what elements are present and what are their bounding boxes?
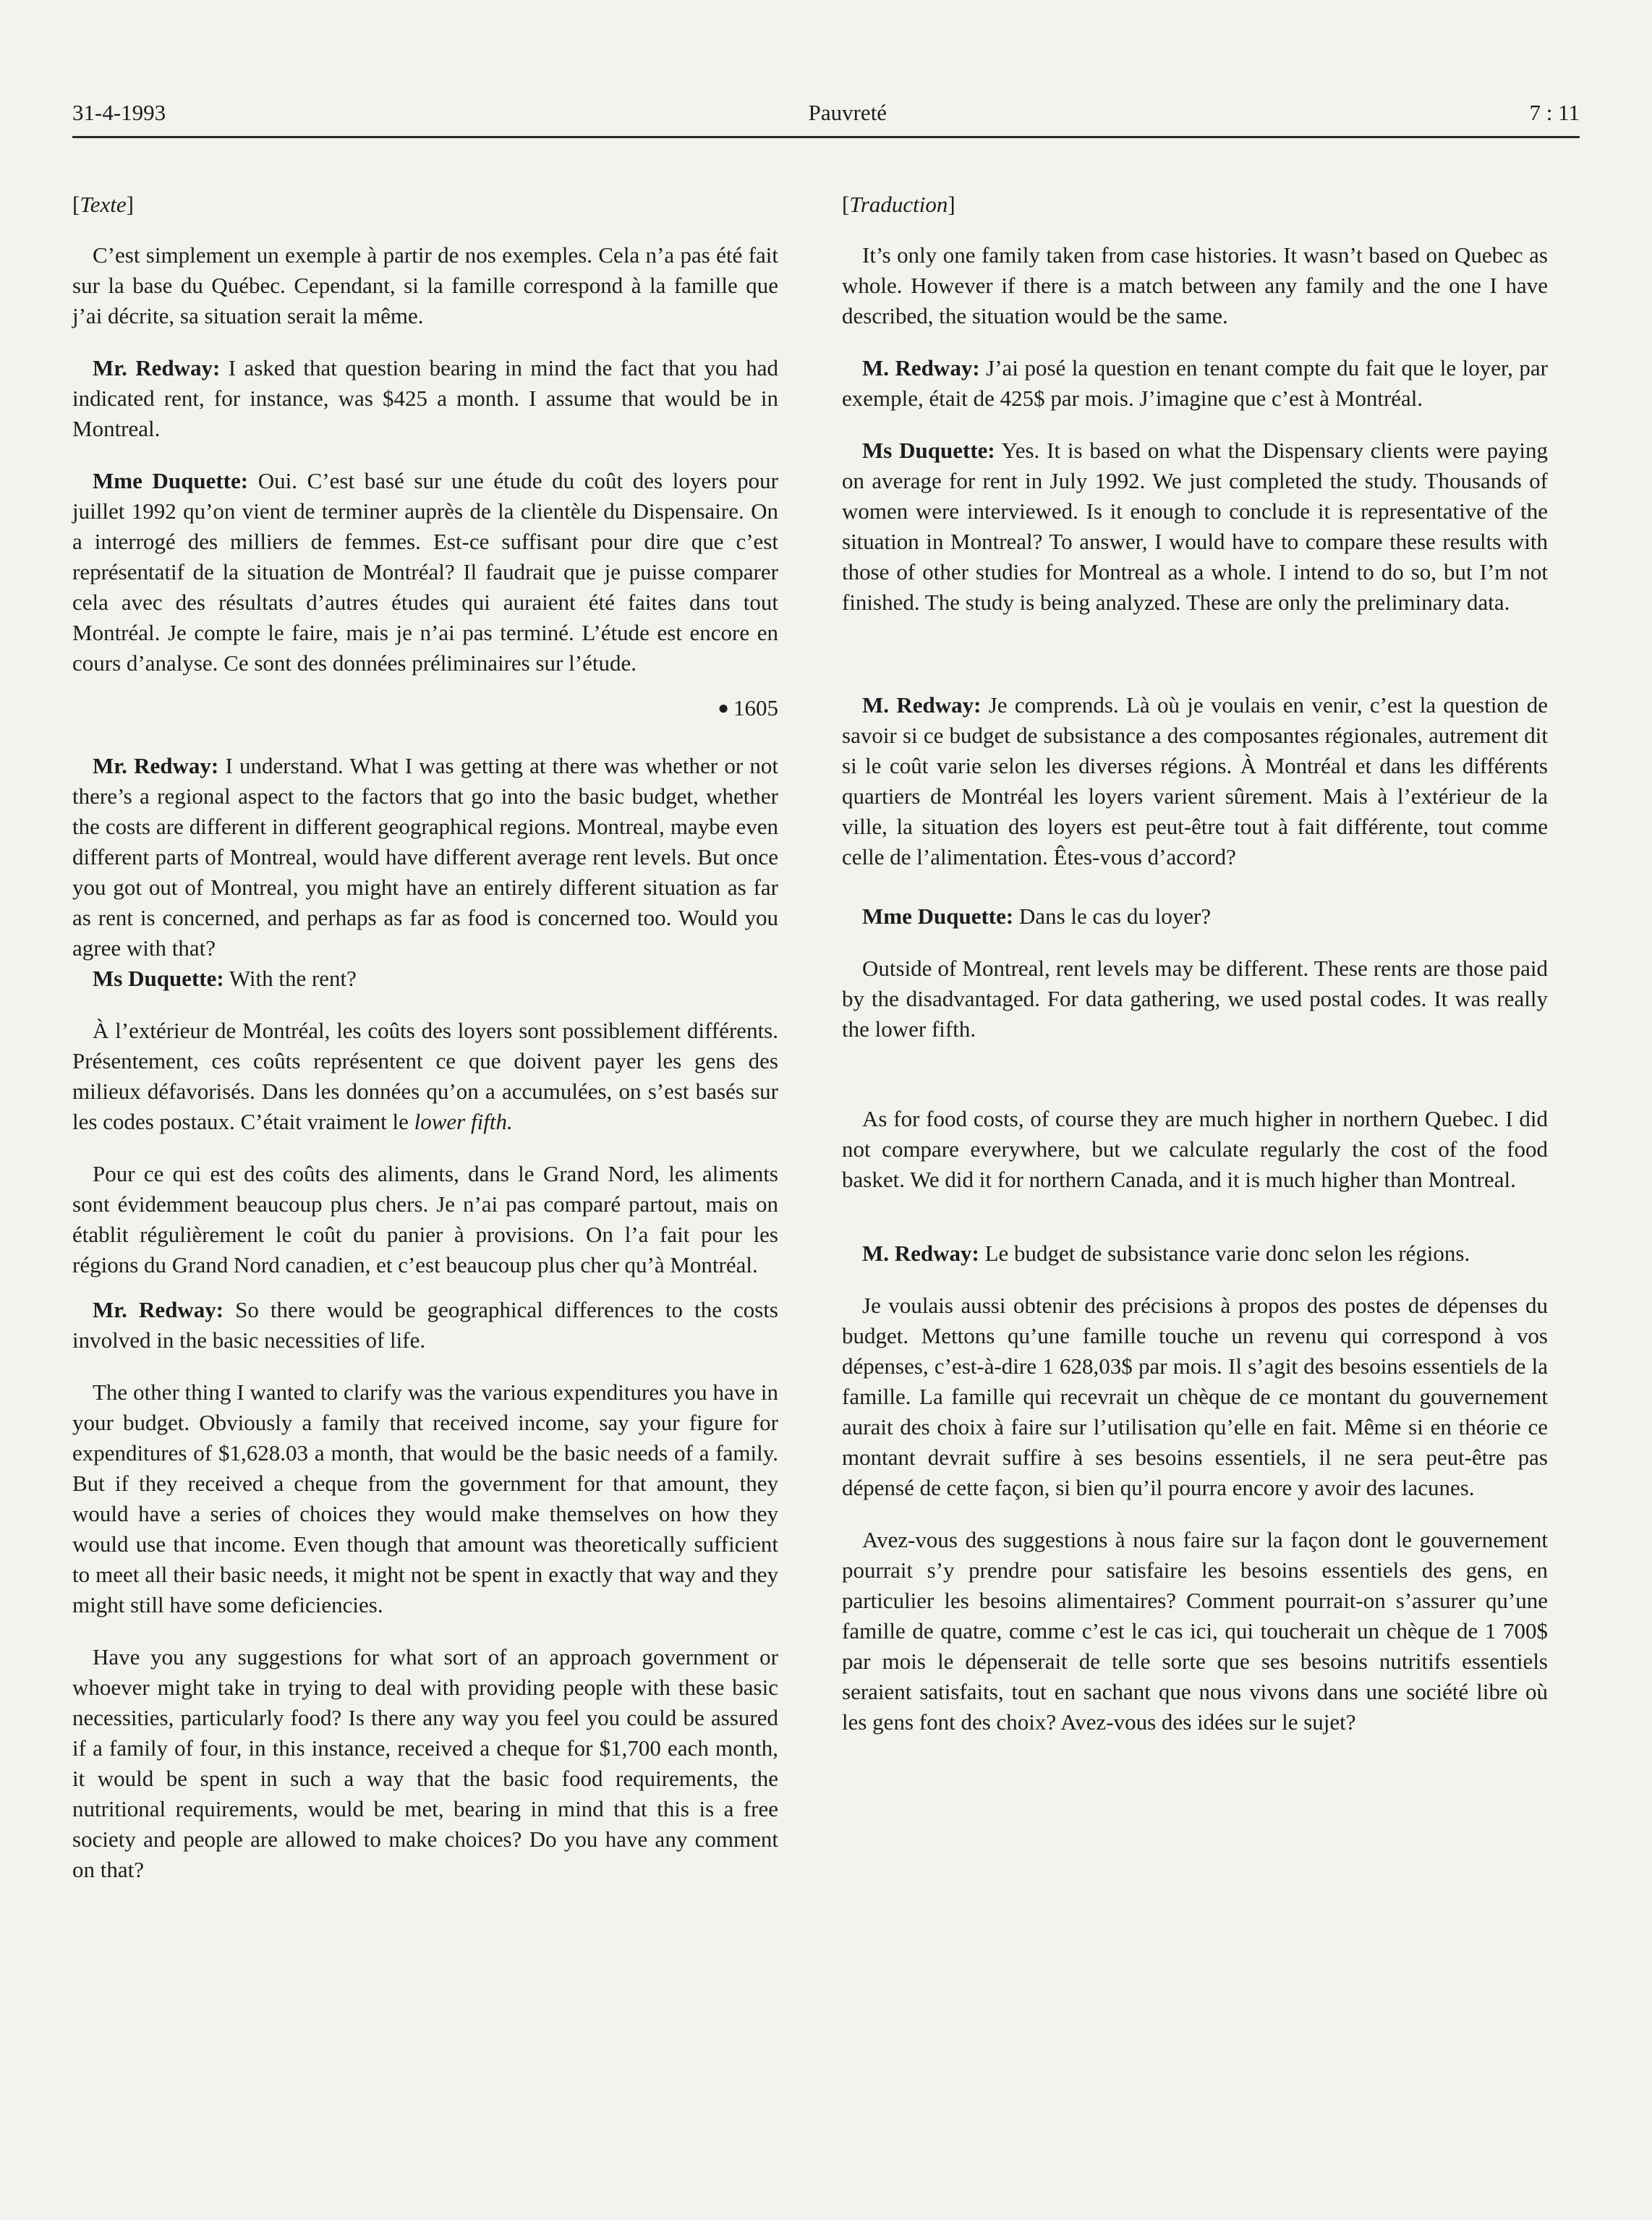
- italic-term: lower fifth.: [414, 1109, 513, 1134]
- left-paragraph: [72, 466, 778, 679]
- header-date: 31-4-1993: [72, 100, 166, 125]
- left-tag-label: Texte: [80, 192, 127, 217]
- speaker-label: Mr. Redway:: [93, 355, 221, 380]
- left-paragraph: [72, 1295, 778, 1356]
- speaker-label: Ms Duquette:: [862, 438, 995, 463]
- speech-text: I asked that question bearing in mind the fact that you had indicated rent, for instance, was $425 a month. I assume that would be in Montreal.: [72, 355, 778, 441]
- speech-text: Yes. It is based on what the Dispensary clients were paying on average for rent in July 1992. We just completed the study. Thousands of women were interviewed. Is it enough to conclude it is representative of the situation in Montreal? To answer, I would have to compare these results with those of other studies for Montreal as a whole. I intend to do so, but I’m not finished. The study is being analyzed. These are only the preliminary data.: [842, 438, 1549, 615]
- time-marker: [72, 693, 778, 723]
- right-paragraph: Je voulais aussi obtenir des précisions à propos des postes de dépenses du budget. Mettons qu’une famille touche un revenu qui correspond à vos dépenses, c’est-à-dire 1 628,03$ par mois. Il s’agit des besoins essentiels de la famille. La famille qui recevrait un chèque de ce montant du gouvernement aurait des choix à faire sur l’utilisation qu’elle en fait. Même si en théorie ce montant devrait suffire à ses besoins essentiels, il ne sera peut-être pas dépensé de cette façon, si bien qu’il pourra encore y avoir des lacunes.: [842, 1293, 1548, 1500]
- right-paragraph: [842, 1238, 1548, 1269]
- speaker-label: Mr. Redway:: [93, 753, 219, 778]
- left-paragraph: [72, 964, 778, 994]
- header-title: Pauvreté: [808, 100, 887, 125]
- time-marker-value: 1605: [733, 695, 778, 720]
- speaker-label: Mme Duquette:: [862, 903, 1014, 929]
- speech-text: Je comprends. Là où je voulais en venir, c’est la question de savoir si ce budget de subsistance a des composantes régionales, autrement dit si le coût varie selon les diverses régions. À Montréal et dans les différents quartiers de Montréal les loyers varient sûrement. Mais à l’extérieur de la ville, la situation des loyers est peut-être tout à fait différente, tout comme celle de l’alimentation. Êtes-vous d’accord?: [842, 692, 1548, 869]
- left-paragraph: [72, 751, 778, 964]
- speech-text: With the rent?: [223, 966, 357, 991]
- header-rule: [72, 136, 1580, 138]
- left-paragraph: Pour ce qui est des coûts des aliments, dans le Grand Nord, les aliments sont évidemment beaucoup plus chers. Je n’ai pas comparé partout, mais on établit régulièrement le coût du panier à provisions. On l’a fait pour les régions du Grand Nord canadien, et c’est beaucoup plus cher qu’à Montréal.: [72, 1161, 778, 1277]
- speaker-label: M. Redway:: [862, 355, 980, 380]
- bullet-icon: ●: [718, 697, 729, 718]
- left-paragraph: [72, 1016, 778, 1137]
- speaker-label: Ms Duquette:: [93, 966, 224, 991]
- speech-text: So there would be geographical differences to the costs involved in the basic necessities of life.: [72, 1297, 778, 1353]
- left-paragraph: The other thing I wanted to clarify was the various expenditures you have in your budget. Obviously a family that received income, say your figure for expenditures of $1,628.03 a month, that would be the basic needs of a family. But if they received a cheque from the government for that amount, they would have a series of choices they would make themselves on how they would use that income. Even though that amount was theoretically sufficient to meet all their basic needs, it might not be spent in exactly that way and they might still have some deficiencies.: [72, 1379, 778, 1617]
- right-paragraph: [842, 353, 1548, 414]
- speech-text: Oui. C’est basé sur une étude du coût des loyers pour juillet 1992 qu’on vient de terminer auprès de la clientèle du Dispensaire. On a interrogé des milliers de femmes. Est-ce suffisant pour dire que c’est représentatif de la situation de Montréal? Il faudrait que je puisse comparer cela avec des résultats d’autres études qui auraient été faites dans tout Montréal. Je compte le faire, mais je n’ai pas terminé. L’étude est encore en cours d’analyse. Ce sont des données préliminaires sur l’étude.: [72, 468, 778, 676]
- right-tag-label: Traduction: [849, 192, 948, 217]
- right-paragraph: As for food costs, of course they are much higher in northern Quebec. I did not compare everywhere, but we calculate regularly the cost of the food basket. We did it for northern Canada, and it is much higher than Montreal.: [842, 1106, 1548, 1192]
- left-paragraph: Have you any suggestions for what sort of an approach government or whoever might take in trying to deal with providing people with these basic necessities, particularly food? Is there any way you feel you could be assured if a family of four, in this instance, received a cheque for $1,700 each month, it would be spent in such a way that the basic food requirements, the nutritional requirements, would be met, bearing in mind that this is a free society and people are allowed to make choices? Do you have any comment on that?: [72, 1644, 778, 1882]
- left-column: [72, 190, 778, 1885]
- right-paragraph: It’s only one family taken from case histories. It wasn’t based on Quebec as whole. However if there is a match between any family and the one I have described, the situation would be the same.: [842, 242, 1548, 328]
- running-header: [72, 100, 1580, 126]
- right-column: [842, 190, 1548, 1738]
- speech-text: I understand. What I was getting at there was whether or not there’s a regional aspect to the factors that go into the basic budget, whether the costs are different in different geographical regions. Montreal, maybe even different parts of Montreal, would have different average rent levels. But once you got out of Montreal, you might have an entirely different situation as far as rent is concerned, and perhaps as far as food is concerned too. Would you agree with that?: [72, 753, 778, 961]
- speaker-label: Mme Duquette:: [93, 468, 249, 493]
- speech-text: Le budget de subsistance varie donc selon les régions.: [979, 1241, 1470, 1266]
- speech-text: Dans le cas du loyer?: [1013, 903, 1212, 929]
- right-paragraph: [842, 435, 1548, 618]
- speaker-label: Mr. Redway:: [93, 1297, 224, 1322]
- right-paragraph: Avez-vous des suggestions à nous faire sur la façon dont le gouvernement pourrait s’y prendre pour satisfaire les besoins essentiels des gens, en particulier les besoins alimentaires? Comment pourrait-on s’assurer qu’une famille de quatre, comme c’est le cas ici, qui toucherait un chèque de 1 700$ par mois le dépenserait de telle sorte que ses besoins nutritifs essentiels seraient satisfaits, tout en sachant que nous vivons dans une société libre où les gens font des choix? Avez-vous des idées sur le sujet?: [842, 1527, 1548, 1735]
- left-column-tag: [Texte]: [72, 192, 134, 217]
- right-column-tag: [Traduction]: [842, 192, 955, 217]
- speaker-label: M. Redway:: [862, 1241, 979, 1266]
- left-paragraph: [72, 353, 778, 444]
- right-paragraph: [842, 901, 1548, 932]
- right-paragraph: [842, 690, 1548, 872]
- speech-text: À l’extérieur de Montréal, les coûts des loyers sont possiblement différents. Présentement, ces coûts représentent ce que doivent payer les gens des milieux défavorisés. Dans les données qu’on a accumulées, on s’est basés sur les codes postaux. C’était vraiment le: [72, 1018, 778, 1134]
- header-page-number: 7 : 11: [1529, 100, 1580, 125]
- speech-text: J’ai posé la question en tenant compte du fait que le loyer, par exemple, était de 425$ par mois. J’imagine que c’est à Montréal.: [842, 355, 1548, 411]
- speaker-label: M. Redway:: [862, 692, 982, 718]
- left-paragraph: C’est simplement un exemple à partir de nos exemples. Cela n’a pas été fait sur la base du Québec. Cependant, si la famille correspond à la famille que j’ai décrite, sa situation serait la même.: [72, 242, 778, 328]
- right-paragraph: Outside of Montreal, rent levels may be different. These rents are those paid by the disadvantaged. For data gathering, we used postal codes. It was really the lower fifth.: [842, 956, 1548, 1042]
